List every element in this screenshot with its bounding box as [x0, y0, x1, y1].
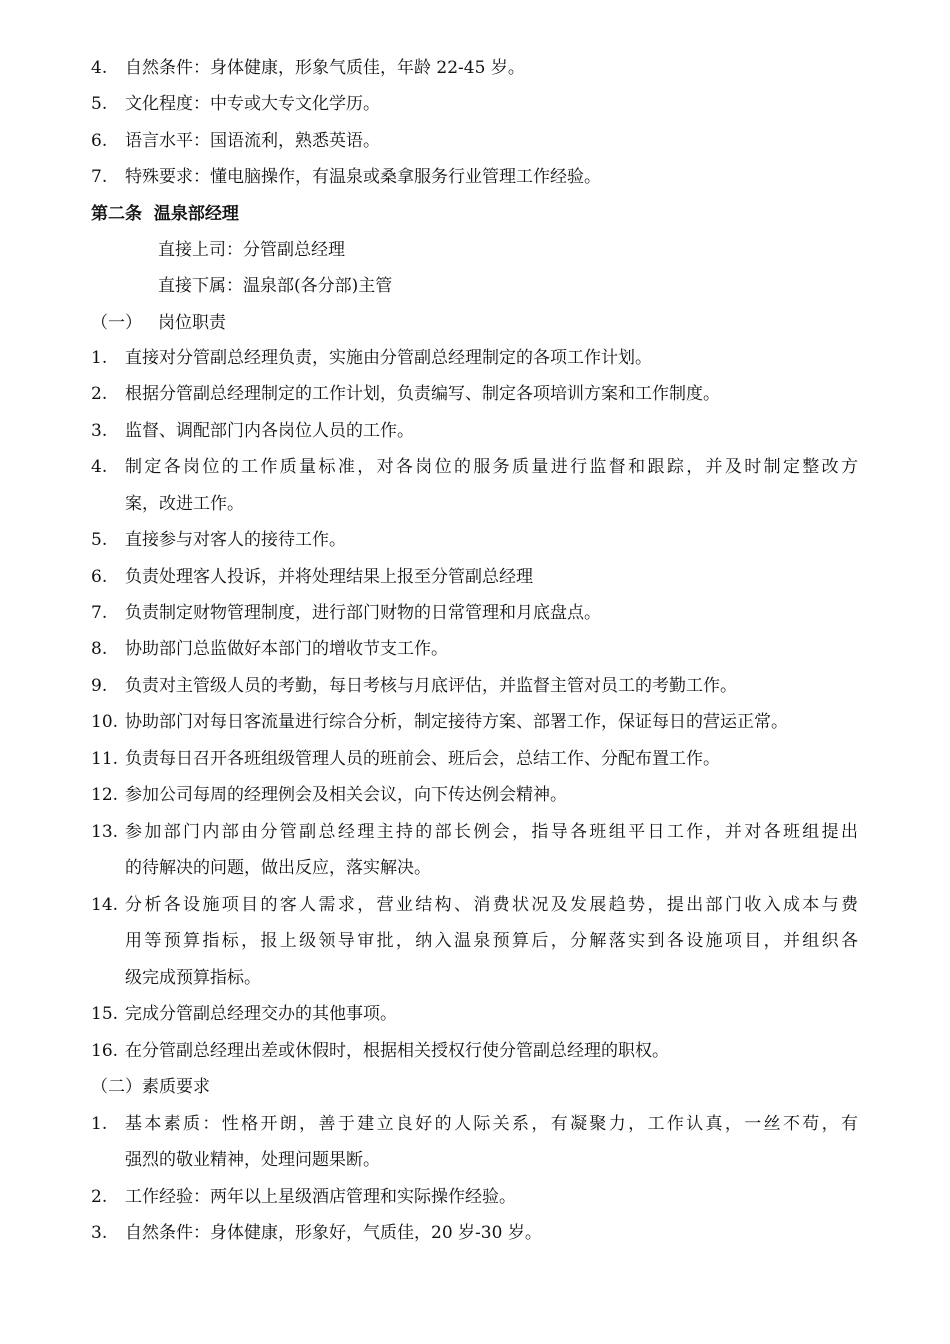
- item-text: 的待解决的问题，做出反应，落实解决。: [125, 858, 431, 878]
- item-text: 特殊要求：懂电脑操作，有温泉或桑拿服务行业管理工作经验。: [125, 167, 601, 187]
- duty-item-continuation: [0, 853, 950, 883]
- quality-item: [0, 1109, 950, 1139]
- quality-item-continuation: [0, 1145, 950, 1175]
- item-text: 负责处理客人投诉，并将处理结果上报至分管副总经理: [125, 567, 533, 587]
- item-text: 参加公司每周的经理例会及相关会议，向下传达例会精神。: [125, 785, 567, 805]
- duty-item: [0, 416, 950, 446]
- duty-item: [0, 634, 950, 664]
- item-text: 自然条件：身体健康，形象好，气质佳，20 岁-30 岁。: [125, 1223, 542, 1243]
- item-text: 语言水平：国语流利，熟悉英语。: [125, 131, 380, 151]
- duty-item: [0, 744, 950, 774]
- duty-item: [0, 999, 950, 1029]
- duty-item: [0, 379, 950, 409]
- item-number: 12.: [91, 785, 119, 805]
- item-number: 2.: [91, 384, 108, 404]
- item-text: 文化程度：中专或大专文化学历。: [125, 94, 380, 114]
- item-number: 11.: [91, 749, 119, 769]
- item-text: 基本素质：性格开朗，善于建立良好的人际关系，有凝聚力，工作认真，一丝不苟，有: [125, 1114, 858, 1134]
- duty-item: [0, 343, 950, 373]
- item-number: 5.: [91, 94, 108, 114]
- item-text: 在分管副总经理出差或休假时，根据相关授权行使分管副总经理的职权。: [125, 1041, 669, 1061]
- item-text: 协助部门对每日客流量进行综合分析，制定接待方案、部署工作，保证每日的营运正常。: [125, 712, 788, 732]
- item-text: 完成分管副总经理交办的其他事项。: [125, 1004, 397, 1024]
- duty-item-continuation: [0, 926, 950, 956]
- item-text: 自然条件：身体健康，形象气质佳，年龄 22-45 岁。: [125, 58, 525, 78]
- item-text: 用等预算指标，报上级领导审批，纳入温泉预算后，分解落实到各设施项目，并组织各: [125, 931, 858, 951]
- item-number: 10.: [91, 712, 119, 732]
- duty-item: [0, 525, 950, 555]
- article-heading: [0, 199, 950, 229]
- section-heading: [0, 1072, 950, 1102]
- reporting-line: [0, 235, 950, 265]
- item-number: 14.: [91, 895, 119, 915]
- item-text: 案，改进工作。: [125, 494, 244, 514]
- list-item: [0, 126, 950, 156]
- article-title: 第二条 温泉部经理: [91, 204, 239, 224]
- item-number: 7.: [91, 603, 108, 623]
- item-text: 负责每日召开各班组级管理人员的班前会、班后会，总结工作、分配布置工作。: [125, 749, 720, 769]
- quality-item: [0, 1218, 950, 1248]
- item-number: 16.: [91, 1041, 119, 1061]
- section-number: （一）: [91, 313, 142, 333]
- item-text: 工作经验：两年以上星级酒店管理和实际操作经验。: [125, 1187, 516, 1207]
- item-text: 负责制定财物管理制度，进行部门财物的日常管理和月底盘点。: [125, 603, 601, 623]
- item-text: 级完成预算指标。: [125, 968, 261, 988]
- item-text: 强烈的敬业精神，处理问题果断。: [125, 1150, 380, 1170]
- item-number: 7.: [91, 167, 108, 187]
- item-text: 根据分管副总经理制定的工作计划，负责编写、制定各项培训方案和工作制度。: [125, 384, 720, 404]
- item-text: 制定各岗位的工作质量标准，对各岗位的服务质量进行监督和跟踪，并及时制定整改方: [125, 457, 858, 477]
- item-number: 6.: [91, 567, 108, 587]
- item-number: 13.: [91, 822, 119, 842]
- item-number: 15.: [91, 1004, 119, 1024]
- item-number: 1.: [91, 1114, 108, 1134]
- section-label: （二）素质要求: [91, 1077, 210, 1097]
- item-number: 3.: [91, 1223, 108, 1243]
- item-text: 直接参与对客人的接待工作。: [125, 530, 346, 550]
- item-number: 3.: [91, 421, 108, 441]
- item-number: 8.: [91, 639, 108, 659]
- item-text: 负责对主管级人员的考勤，每日考核与月底评估，并监督主管对员工的考勤工作。: [125, 676, 737, 696]
- duty-item: [0, 780, 950, 810]
- duty-item: [0, 671, 950, 701]
- item-number: 2.: [91, 1187, 108, 1207]
- item-number: 6.: [91, 131, 108, 151]
- duty-item-continuation: [0, 963, 950, 993]
- section-heading: [0, 308, 950, 338]
- item-number: 9.: [91, 676, 108, 696]
- duty-item: [0, 1036, 950, 1066]
- item-number: 1.: [91, 348, 108, 368]
- item-number: 4.: [91, 58, 108, 78]
- duty-item: [0, 817, 950, 847]
- quality-item: [0, 1182, 950, 1212]
- item-text: 直接对分管副总经理负责，实施由分管副总经理制定的各项工作计划。: [125, 348, 652, 368]
- item-number: 4.: [91, 457, 108, 477]
- duty-item: [0, 598, 950, 628]
- duty-item: [0, 562, 950, 592]
- duty-item: [0, 890, 950, 920]
- item-text: 参加部门内部由分管副总经理主持的部长例会，指导各班组平日工作，并对各班组提出: [125, 822, 858, 842]
- direct-subordinate: 直接下属：温泉部(各分部)主管: [158, 276, 393, 296]
- list-item: [0, 53, 950, 83]
- reporting-line: [0, 271, 950, 301]
- direct-superior: 直接上司：分管副总经理: [158, 240, 345, 260]
- item-number: 5.: [91, 530, 108, 550]
- duty-item: [0, 452, 950, 482]
- duty-item: [0, 707, 950, 737]
- list-item: [0, 162, 950, 192]
- section-label: 岗位职责: [158, 313, 226, 333]
- item-text: 分析各设施项目的客人需求，营业结构、消费状况及发展趋势，提出部门收入成本与费: [125, 895, 858, 915]
- list-item: [0, 89, 950, 119]
- item-text: 协助部门总监做好本部门的增收节支工作。: [125, 639, 448, 659]
- item-text: 监督、调配部门内各岗位人员的工作。: [125, 421, 414, 441]
- duty-item-continuation: [0, 489, 950, 519]
